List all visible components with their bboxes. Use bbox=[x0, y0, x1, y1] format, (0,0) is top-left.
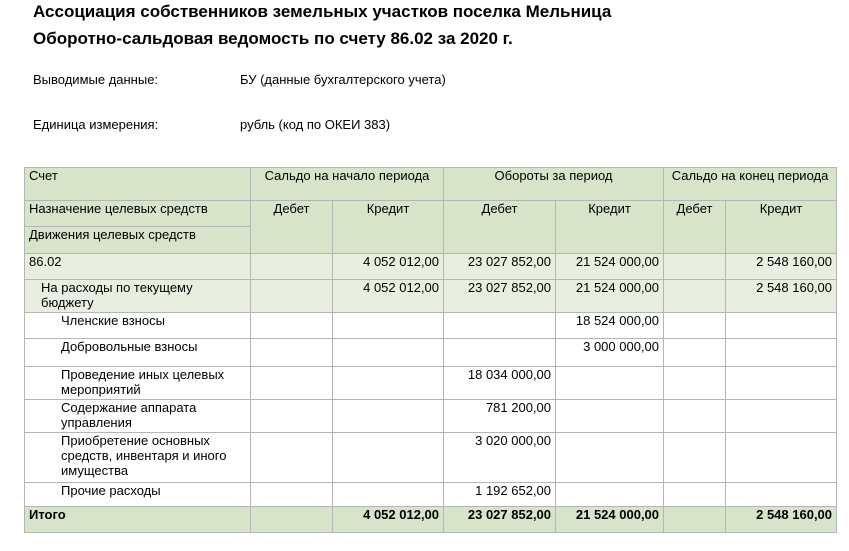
header-closing-credit: Кредит bbox=[726, 201, 837, 254]
cell-closing-credit bbox=[726, 313, 837, 339]
cell-turnover-debit: 23 027 852,00 bbox=[444, 280, 556, 313]
cell-turnover-debit bbox=[444, 313, 556, 339]
turnover-balance-table bbox=[24, 167, 837, 533]
row-name: На расходы по текущему бюджету bbox=[25, 280, 251, 313]
row-name: Содержание аппарата управления bbox=[25, 400, 251, 433]
cell-turnover-credit bbox=[556, 483, 664, 507]
cell-closing-debit bbox=[664, 313, 726, 339]
page-title: Ассоциация собственников земельных участков поселка Мельница bbox=[33, 2, 612, 21]
cell-closing-debit bbox=[664, 339, 726, 367]
total-turnover-debit: 23 027 852,00 bbox=[444, 507, 556, 533]
cell-closing-credit bbox=[726, 483, 837, 507]
header-purpose: Назначение целевых средств bbox=[25, 201, 251, 227]
table-row bbox=[25, 339, 837, 367]
header-turnover: Обороты за период bbox=[444, 168, 664, 201]
table-row bbox=[25, 313, 837, 339]
total-opening-credit: 4 052 012,00 bbox=[333, 507, 444, 533]
cell-closing-debit bbox=[664, 254, 726, 280]
row-name: Приобретение основных средств, инвентаря и иного имущества bbox=[25, 433, 251, 483]
cell-opening-credit bbox=[333, 433, 444, 483]
cell-opening-debit bbox=[251, 280, 333, 313]
cell-opening-credit bbox=[333, 483, 444, 507]
cell-opening-debit bbox=[251, 313, 333, 339]
cell-turnover-debit: 1 192 652,00 bbox=[444, 483, 556, 507]
cell-opening-debit bbox=[251, 433, 333, 483]
cell-opening-credit bbox=[333, 367, 444, 400]
cell-turnover-credit: 21 524 000,00 bbox=[556, 254, 664, 280]
cell-closing-debit bbox=[664, 433, 726, 483]
cell-turnover-credit bbox=[556, 433, 664, 483]
cell-opening-credit bbox=[333, 313, 444, 339]
cell-turnover-credit: 3 000 000,00 bbox=[556, 339, 664, 367]
cell-opening-debit bbox=[251, 367, 333, 400]
report-subtitle: Оборотно-сальдовая ведомость по счету 86.02 за 2020 г. bbox=[33, 29, 513, 48]
cell-opening-debit bbox=[251, 254, 333, 280]
row-name: Членские взносы bbox=[25, 313, 251, 339]
cell-opening-debit bbox=[251, 483, 333, 507]
cell-opening-credit bbox=[333, 339, 444, 367]
header-movement: Движения целевых средств bbox=[25, 227, 251, 254]
cell-turnover-debit: 18 034 000,00 bbox=[444, 367, 556, 400]
header-opening-balance: Сальдо на начало периода bbox=[251, 168, 444, 201]
cell-turnover-debit: 23 027 852,00 bbox=[444, 254, 556, 280]
cell-opening-debit bbox=[251, 400, 333, 433]
cell-turnover-credit: 21 524 000,00 bbox=[556, 280, 664, 313]
header-closing-debit: Дебет bbox=[664, 201, 726, 254]
cell-closing-debit bbox=[664, 400, 726, 433]
cell-turnover-credit: 18 524 000,00 bbox=[556, 313, 664, 339]
param-label-data: Выводимые данные: bbox=[33, 72, 159, 87]
row-name: 86.02 bbox=[25, 254, 251, 280]
cell-closing-debit bbox=[664, 483, 726, 507]
table-row bbox=[25, 367, 837, 400]
cell-turnover-debit bbox=[444, 339, 556, 367]
table-row bbox=[25, 400, 837, 433]
cell-turnover-credit bbox=[556, 400, 664, 433]
header-opening-debit: Дебет bbox=[251, 201, 333, 254]
total-label: Итого bbox=[25, 507, 251, 533]
header-opening-credit: Кредит bbox=[333, 201, 444, 254]
param-value-data: БУ (данные бухгалтерского учета) bbox=[240, 72, 446, 87]
row-name: Прочие расходы bbox=[25, 483, 251, 507]
table-row bbox=[25, 483, 837, 507]
header-turnover-credit: Кредит bbox=[556, 201, 664, 254]
header-account: Счет bbox=[25, 168, 251, 201]
param-value-unit: рубль (код по ОКЕИ 383) bbox=[240, 117, 391, 132]
total-row bbox=[25, 507, 837, 533]
cell-closing-debit bbox=[664, 280, 726, 313]
cell-turnover-debit: 781 200,00 bbox=[444, 400, 556, 433]
table-row bbox=[25, 433, 837, 483]
cell-opening-credit: 4 052 012,00 bbox=[333, 254, 444, 280]
header-closing-balance: Сальдо на конец периода bbox=[664, 168, 837, 201]
total-turnover-credit: 21 524 000,00 bbox=[556, 507, 664, 533]
cell-closing-credit bbox=[726, 433, 837, 483]
cell-closing-credit bbox=[726, 367, 837, 400]
cell-turnover-debit: 3 020 000,00 bbox=[444, 433, 556, 483]
total-opening-debit bbox=[251, 507, 333, 533]
cell-opening-credit bbox=[333, 400, 444, 433]
param-label-unit: Единица измерения: bbox=[33, 117, 159, 132]
table-row bbox=[25, 254, 837, 280]
header-turnover-debit: Дебет bbox=[444, 201, 556, 254]
table-row bbox=[25, 280, 837, 313]
cell-closing-credit: 2 548 160,00 bbox=[726, 254, 837, 280]
cell-closing-credit bbox=[726, 339, 837, 367]
row-name: Проведение иных целевых мероприятий bbox=[25, 367, 251, 400]
total-closing-debit bbox=[664, 507, 726, 533]
cell-closing-credit: 2 548 160,00 bbox=[726, 280, 837, 313]
cell-turnover-credit bbox=[556, 367, 664, 400]
row-name: Добровольные взносы bbox=[25, 339, 251, 367]
cell-opening-debit bbox=[251, 339, 333, 367]
cell-closing-debit bbox=[664, 367, 726, 400]
cell-opening-credit: 4 052 012,00 bbox=[333, 280, 444, 313]
cell-closing-credit bbox=[726, 400, 837, 433]
total-closing-credit: 2 548 160,00 bbox=[726, 507, 837, 533]
